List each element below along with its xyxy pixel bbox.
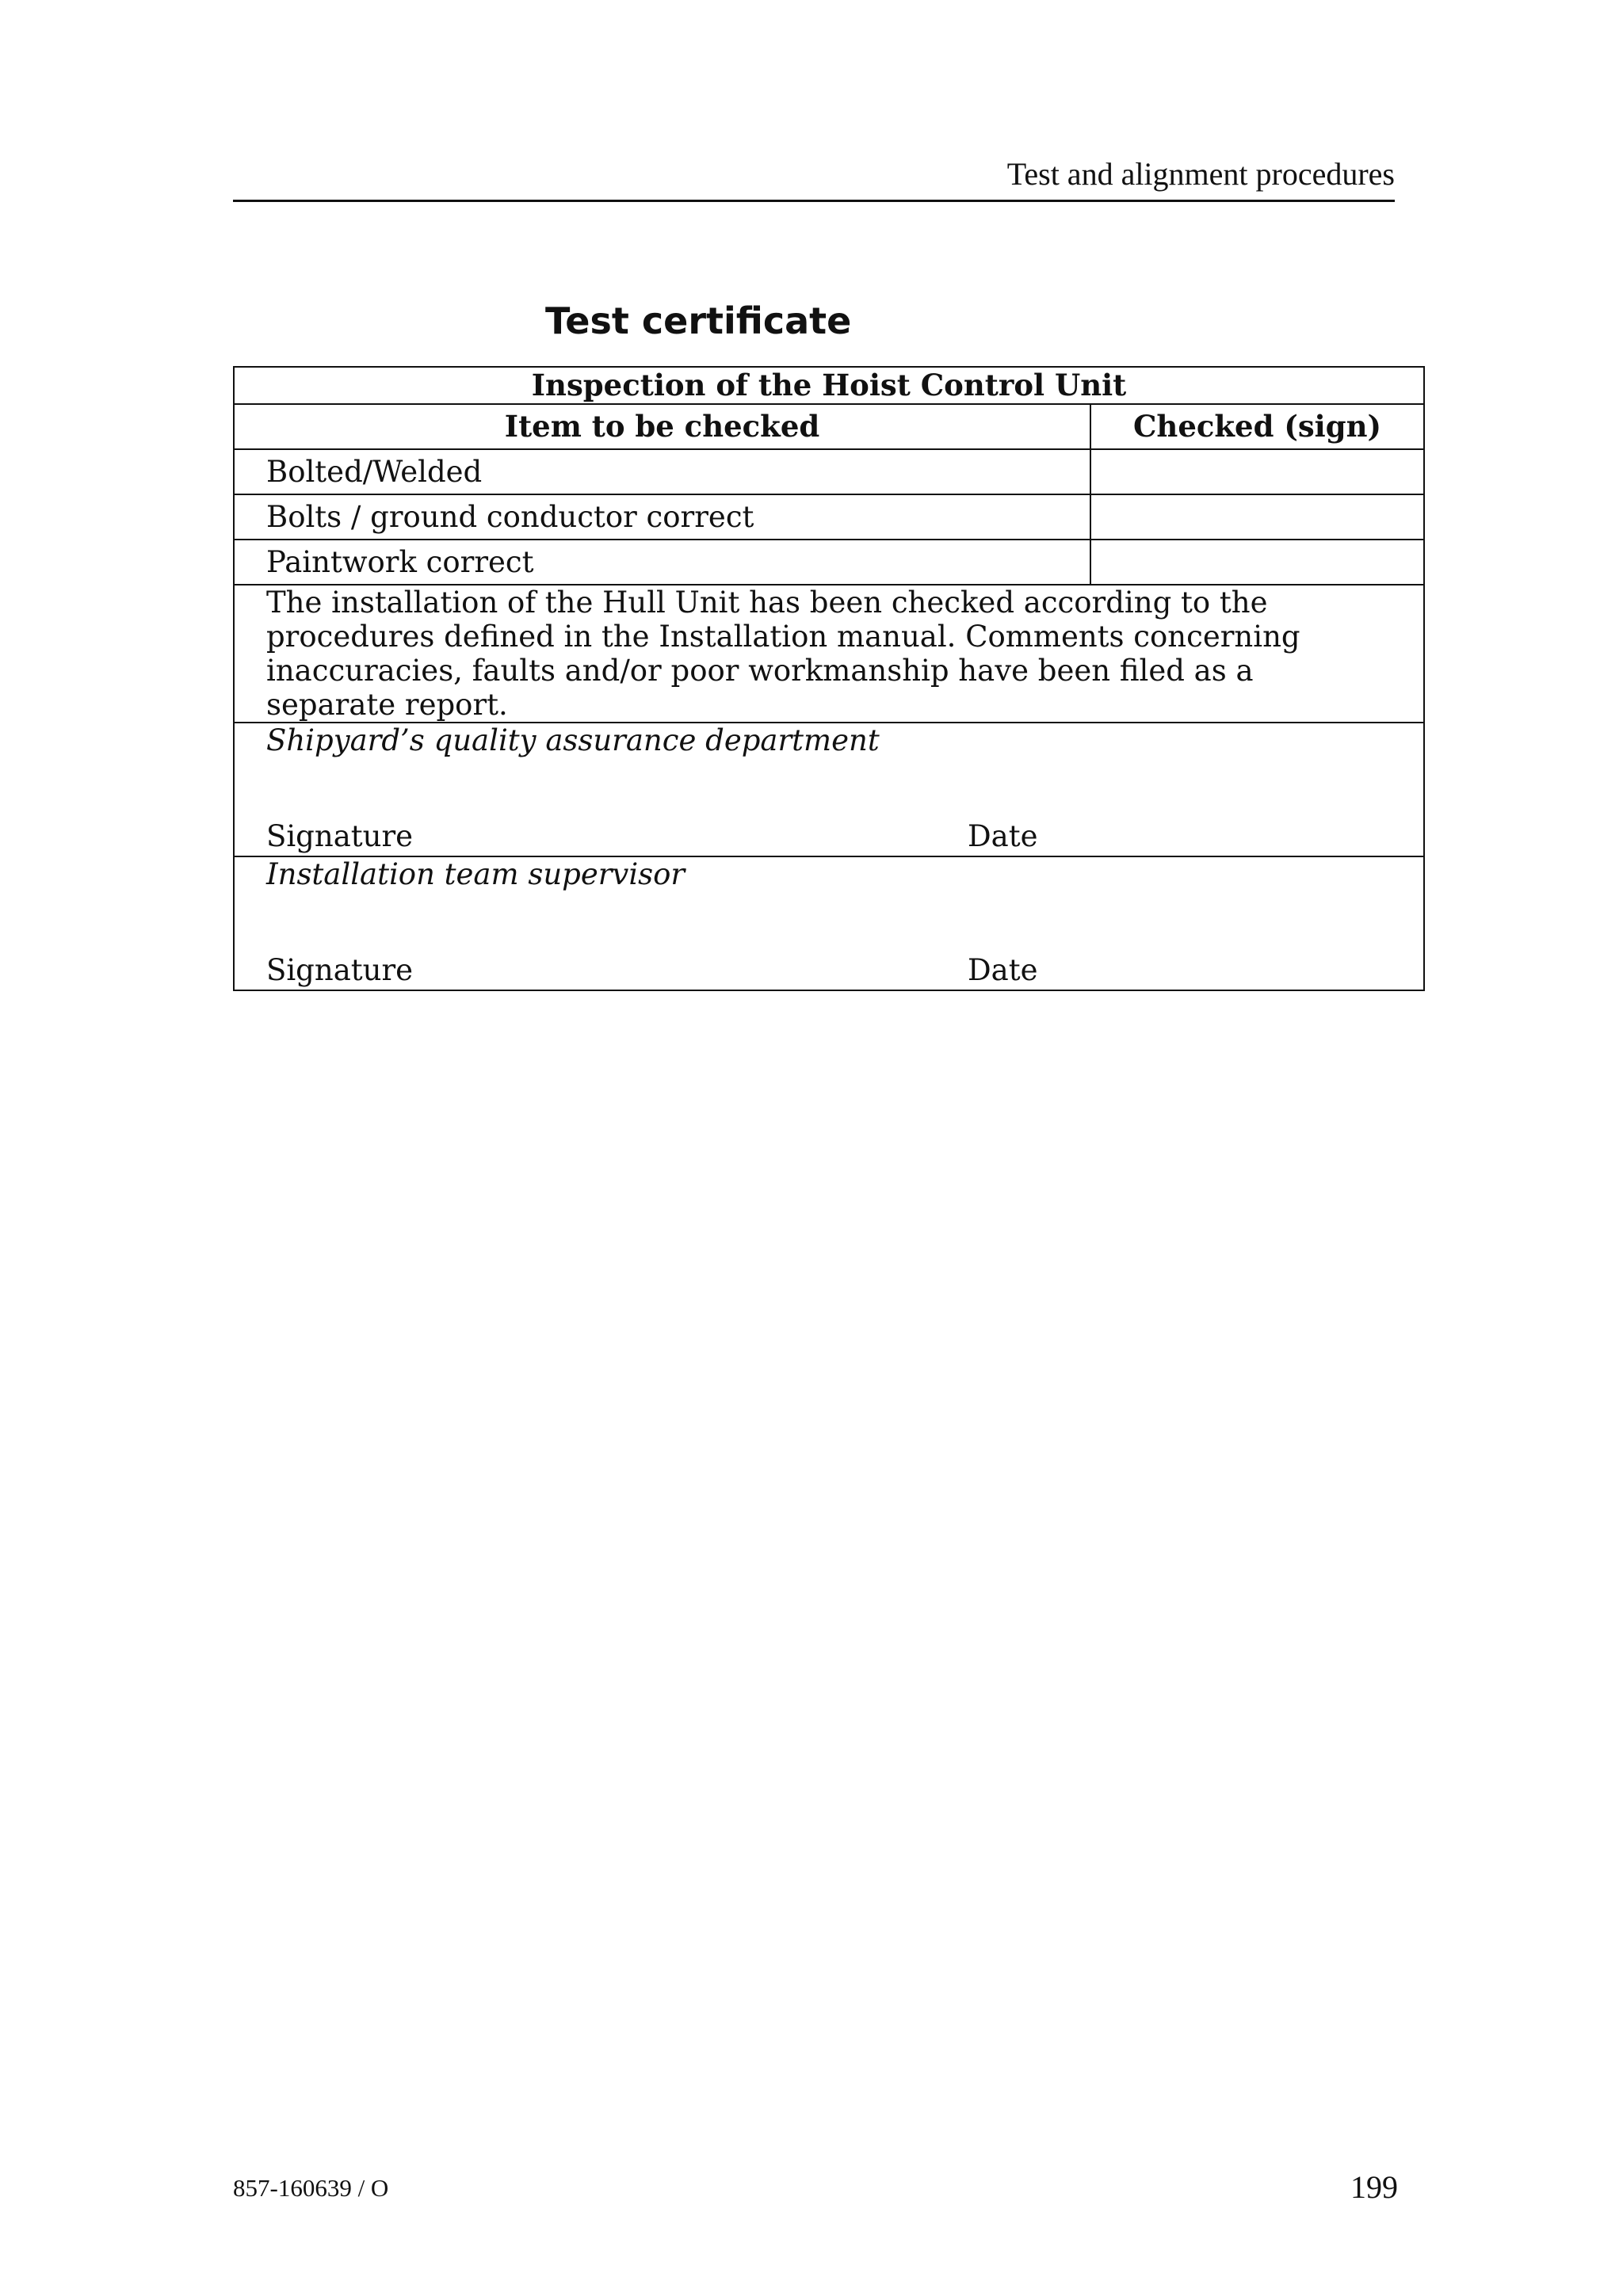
table-caption: Inspection of the Hoist Control Unit [234, 367, 1424, 404]
date-label: Date [968, 819, 1038, 853]
signoff-role: Shipyard’s quality assurance department [266, 723, 880, 757]
inspection-table [233, 366, 1425, 991]
header-rule [233, 200, 1395, 202]
checked-sign-cell[interactable] [1090, 494, 1424, 540]
signoff-row-supervisor [234, 856, 1424, 990]
table-caption-row [234, 367, 1424, 404]
column-header-checked: Checked (sign) [1090, 404, 1424, 449]
statement-row [234, 585, 1424, 723]
item-label: Paintwork correct [234, 540, 1090, 585]
running-header: Test and alignment procedures [1006, 156, 1395, 192]
column-header-item: Item to be checked [234, 404, 1090, 449]
document-number: 857-160639 / O [233, 2174, 389, 2202]
certification-statement: The installation of the Hull Unit has been checked according to the procedures defined in the Installation manual. Comments concerning inaccuracies, faults and/or poor workmanship have been filed as a separate report. [234, 585, 1424, 723]
signoff-role: Installation team supervisor [266, 857, 685, 891]
table-header-row [234, 404, 1424, 449]
item-label: Bolted/Welded [234, 449, 1090, 494]
certificate-title: Test certificate [545, 299, 852, 342]
date-label: Date [968, 953, 1038, 987]
signature-label: Signature [266, 819, 414, 853]
table-row [234, 449, 1424, 494]
checked-sign-cell[interactable] [1090, 540, 1424, 585]
signoff-cell[interactable] [234, 856, 1424, 990]
table-row [234, 540, 1424, 585]
item-label: Bolts / ground conductor correct [234, 494, 1090, 540]
checked-sign-cell[interactable] [1090, 449, 1424, 494]
table-row [234, 494, 1424, 540]
signature-label: Signature [266, 953, 414, 987]
signoff-row-qa [234, 723, 1424, 856]
page-number: 199 [1350, 2169, 1398, 2205]
signoff-cell[interactable] [234, 723, 1424, 856]
